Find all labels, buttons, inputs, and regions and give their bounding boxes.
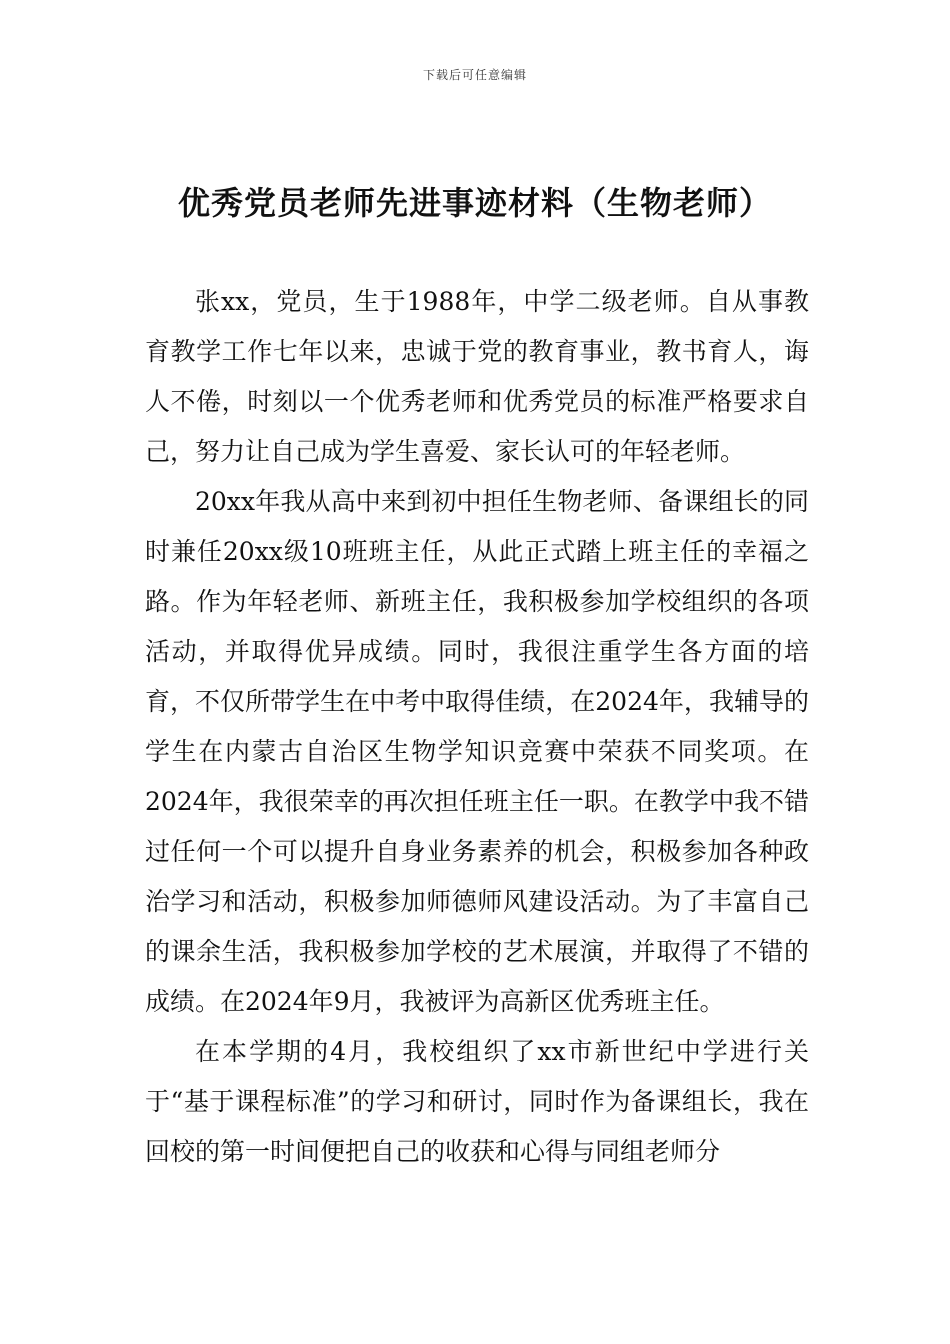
document-title: 优秀党员老师先进事迹材料（生物老师）: [177, 184, 772, 222]
document-body: [145, 277, 809, 1177]
paragraph-3: 在本学期的4月，我校组织了xx市新世纪中学进行关于“基于课程标准”的学习和研讨，同时作为备课组长，我在回校的第一时间便把自己的收获和心得与同组老师分: [145, 1037, 809, 1166]
page-header-note: 下载后可任意编辑: [422, 68, 527, 82]
paragraph-2: 20xx年我从高中来到初中担任生物老师、备课组长的同时兼任20xx级10班班主任，从此正式踏上班主任的幸福之路。作为年轻老师、新班主任，我积极参加学校组织的各项活动，并取得优异成绩。同时，我很注重学生各方面的培育，不仅所带学生在中考中取得佳绩，在2024年，我辅导的学生在内蒙古自治区生物学知识竞赛中荣获不同奖项。在2024年，我很荣幸的再次担任班主任一职。在教学中我不错过任何一个可以提升自身业务素养的机会，积极参加各种政治学习和活动，积极参加师德师风建设活动。为了丰富自己的课余生活，我积极参加学校的艺术展演，并取得了不错的成绩。在2024年9月，我被评为高新区优秀班主任。: [145, 487, 809, 1016]
paragraph-1: 张xx，党员，生于1988年，中学二级老师。自从事教育教学工作七年以来，忠诚于党的教育事业，教书育人，诲人不倦，时刻以一个优秀老师和优秀党员的标准严格要求自己，努力让自己成为学生喜爱、家长认可的年轻老师。: [145, 287, 809, 466]
